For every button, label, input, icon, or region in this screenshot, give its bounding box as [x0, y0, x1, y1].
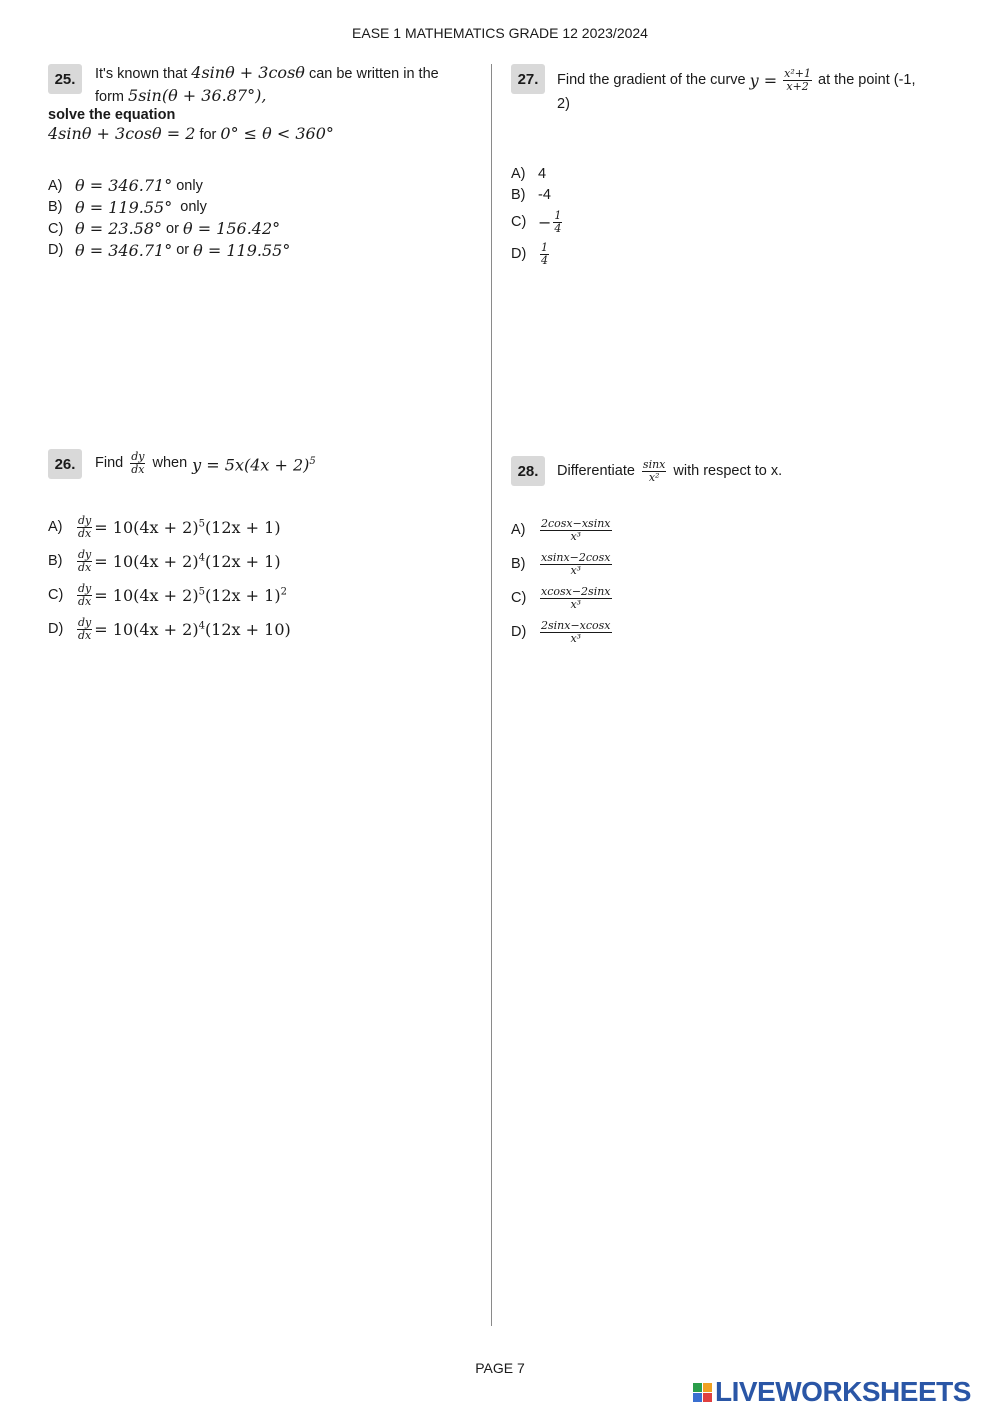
q27-number: 27.: [511, 64, 545, 94]
q26-option-d[interactable]: D) $\frac{dy}{dx}$ = $10(4x + 2)^4(12x + 10)$: [48, 615, 291, 642]
q28-options: [511, 513, 614, 649]
q25-prompt: It's known that 4sinθ + 3cosθ can be written in the form 5sin(θ + 36.87°),: [95, 63, 439, 105]
q27-prompt: Find the gradient of the curve y = $\frac{\text{x²+1}}{x+2}$ at the point (-1, 2): [557, 66, 916, 112]
q27-options: [511, 163, 564, 270]
logo-square: [693, 1393, 702, 1402]
q26-number: 26.: [48, 449, 82, 479]
q26-prompt: Find $\frac{dy}{dx}$ when $y = 5x(4x + 2)^5$: [95, 450, 316, 476]
q26-option-b[interactable]: B) $\frac{dy}{dx}$ = $10(4x + 2)^4(12x + 1)$: [48, 547, 281, 574]
q28-option-d[interactable]: D) $\frac{2\sin x-xcosx}{\text{x³}}$: [511, 618, 611, 645]
column-divider: [491, 64, 492, 1326]
q25-instruction: solve the equation: [48, 107, 176, 123]
q28-option-a[interactable]: A) $\frac{2\cos x-xsinx}{\text{x³}}$: [511, 516, 611, 543]
q25-equation-line: 4sinθ + 3cosθ = 2 for 0° ≤ θ < 360°: [48, 124, 334, 143]
q28-number: 28.: [511, 456, 545, 486]
q27-option-b[interactable]: B) -4: [511, 187, 551, 204]
q26-option-a[interactable]: A) $\frac{dy}{dx}$ = $10(4x + 2)^5(12x + 1)$: [48, 513, 281, 540]
q28-option-b[interactable]: B) $\frac{xsinx-2\cos x}{\text{x³}}$: [511, 550, 611, 577]
q26-dydx: $\frac{dy}{dx}$: [131, 450, 145, 476]
q27-fraction: $\frac{\text{x²+1}}{x+2}$: [784, 66, 811, 93]
q28-option-c[interactable]: C) $\frac{xcosx-2\sin x}{\text{x³}}$: [511, 584, 611, 611]
q27-option-d[interactable]: D) $\frac{1}{4}$: [511, 240, 548, 267]
q27-option-a[interactable]: A) 4: [511, 165, 547, 182]
logo-square: [693, 1383, 702, 1392]
logo-square: [703, 1393, 712, 1402]
logo-grid-icon: [693, 1383, 712, 1402]
q26-options: [48, 510, 291, 646]
q25-expr2: 5sin(θ + 36.87°),: [128, 86, 267, 105]
q25-option-d[interactable]: D) θ = 346.71° or θ = 119.55°: [48, 240, 291, 260]
page-header: EASE 1 MATHEMATICS GRADE 12 2023/2024: [352, 25, 648, 41]
q25-option-a[interactable]: A) θ = 346.71° only: [48, 176, 203, 196]
q27-option-c[interactable]: C) − $\frac{1}{4}$: [511, 208, 562, 235]
q25-options: [48, 175, 290, 261]
q25-option-c[interactable]: C) θ = 23.58° or θ = 156.42°: [48, 219, 281, 239]
logo-text: LIVEWORKSHEETS: [715, 1376, 971, 1407]
q25-number: 25.: [48, 64, 82, 94]
q25-option-b[interactable]: B) θ = 119.55° only: [48, 197, 207, 217]
page-footer: PAGE 7: [475, 1360, 525, 1376]
q28-fraction: $\frac{\sin x}{\text{x²}}$: [642, 457, 666, 484]
liveworksheets-logo: [693, 1376, 971, 1408]
logo-square: [703, 1383, 712, 1392]
q25-expr1: 4sinθ + 3cosθ: [191, 63, 305, 82]
q28-prompt: Differentiate $\frac{\sin x}{\text{x²}}$ with respect to x.: [557, 457, 783, 484]
q26-option-c[interactable]: C) $\frac{dy}{dx}$ = $10(4x + 2)^5(12x + 1)^2$: [48, 581, 287, 608]
